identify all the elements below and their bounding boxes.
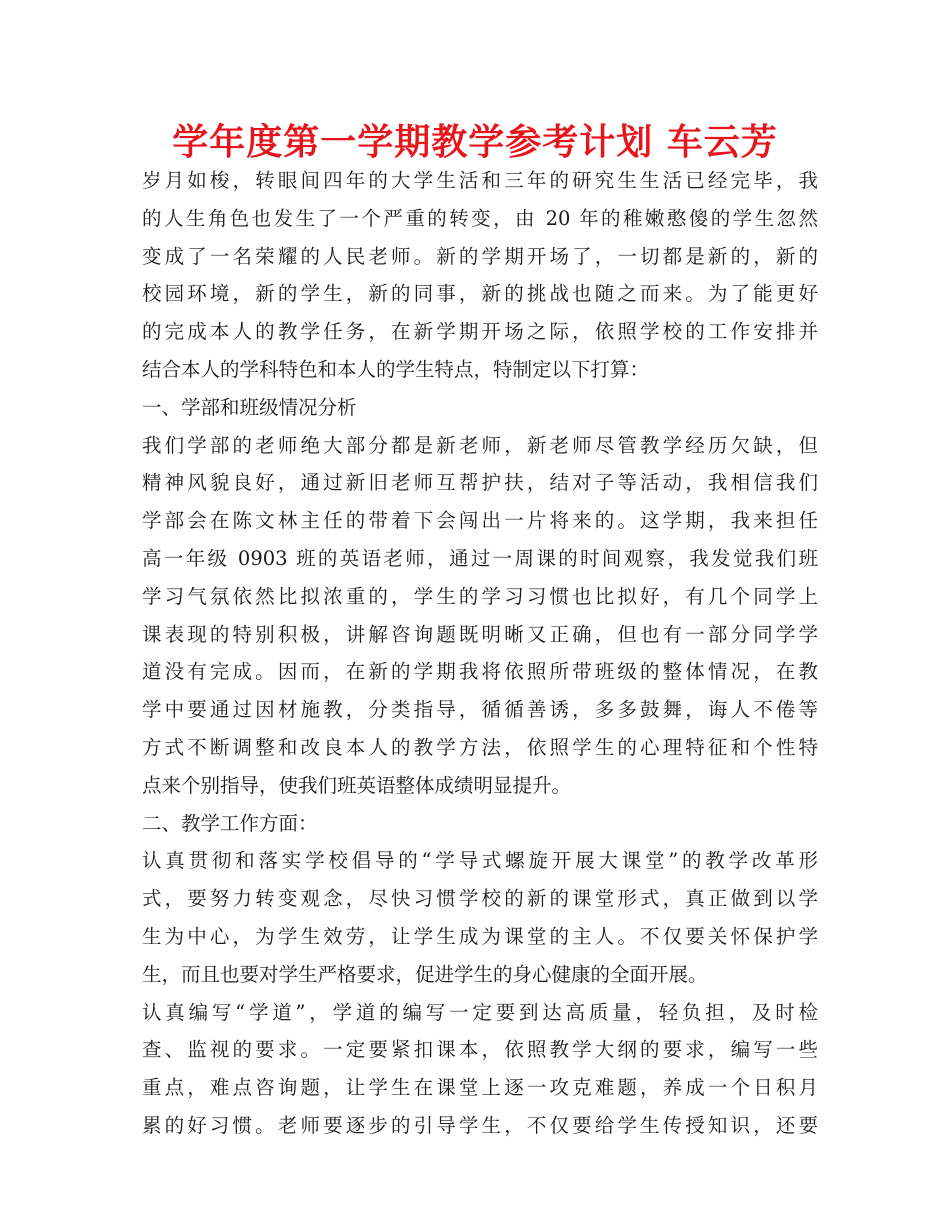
body-line: 的人生角色也发生了一个严重的转变，由 20 年的稚嫩憨傻的学生忽然 <box>142 206 818 230</box>
section-heading: 一、学部和班级情况分析 <box>142 395 357 419</box>
body-line: 的完成本人的教学任务，在新学期开场之际，依照学校的工作安排并 <box>142 320 818 344</box>
body-line: 累的好习惯。老师要逐步的引导学生，不仅要给学生传授知识，还要 <box>142 1113 818 1137</box>
body-line: 高一年级 0903 班的英语老师，通过一周课的时间观察，我发觉我们班 <box>142 546 818 570</box>
body-line: 精神风貌良好，通过新旧老师互帮护扶，结对子等活动，我相信我们 <box>142 471 818 495</box>
body-line: 变成了一名荣耀的人民老师。新的学期开场了，一切都是新的，新的 <box>142 244 818 268</box>
body-line: 认真贯彻和落实学校倡导的“学导式螺旋开展大课堂”的教学改革形 <box>142 849 818 873</box>
section-heading: 二、教学工作方面： <box>142 811 318 835</box>
body-line: 校园环境，新的学生，新的同事，新的挑战也随之而来。为了能更好 <box>142 282 818 306</box>
body-line: 课表现的特别积极，讲解咨询题既明晰又正确，但也有一部分同学学 <box>142 622 818 646</box>
body-line: 点来个别指导，使我们班英语整体成绩明显提升。 <box>142 773 572 797</box>
body-line: 认真编写“学道”，学道的编写一定要到达高质量，轻负担，及时检 <box>142 1000 818 1024</box>
body-line: 结合本人的学科特色和本人的学生特点，特制定以下打算： <box>142 357 650 381</box>
body-line: 学部会在陈文林主任的带着下会闯出一片将来的。这学期，我来担任 <box>142 509 818 533</box>
body-line: 学中要通过因材施教，分类指导，循循善诱，多多鼓舞，诲人不倦等 <box>142 698 818 722</box>
body-line: 生为中心，为学生效劳，让学生成为课堂的主人。不仅要关怀保护学 <box>142 924 818 948</box>
body-line: 方式不断调整和改良本人的教学方法，依照学生的心理特征和个性特 <box>142 735 818 759</box>
body-line: 式，要努力转变观念，尽快习惯学校的新的课堂形式，真正做到以学 <box>142 887 818 911</box>
body-line: 我们学部的老师绝大部分都是新老师，新老师尽管教学经历欠缺，但 <box>142 433 818 457</box>
document-title: 学年度第一学期教学参考计划 车云芳 <box>172 122 778 163</box>
body-line: 生，而且也要对学生严格要求，促进学生的身心健康的全面开展。 <box>142 962 708 986</box>
body-line: 岁月如梭，转眼间四年的大学生活和三年的研究生生活已经完毕，我 <box>142 169 818 192</box>
body-line: 查、监视的要求。一定要紧扣课本，依照教学大纲的要求，编写一些 <box>142 1038 818 1062</box>
body-line: 道没有完成。因而，在新的学期我将依照所带班级的整体情况，在教 <box>142 660 818 684</box>
document-body <box>142 162 818 1145</box>
body-line: 重点，难点咨询题，让学生在课堂上逐一攻克难题，养成一个日积月 <box>142 1076 818 1100</box>
body-line: 学习气氛依然比拟浓重的，学生的学习习惯也比拟好，有几个同学上 <box>142 584 818 608</box>
